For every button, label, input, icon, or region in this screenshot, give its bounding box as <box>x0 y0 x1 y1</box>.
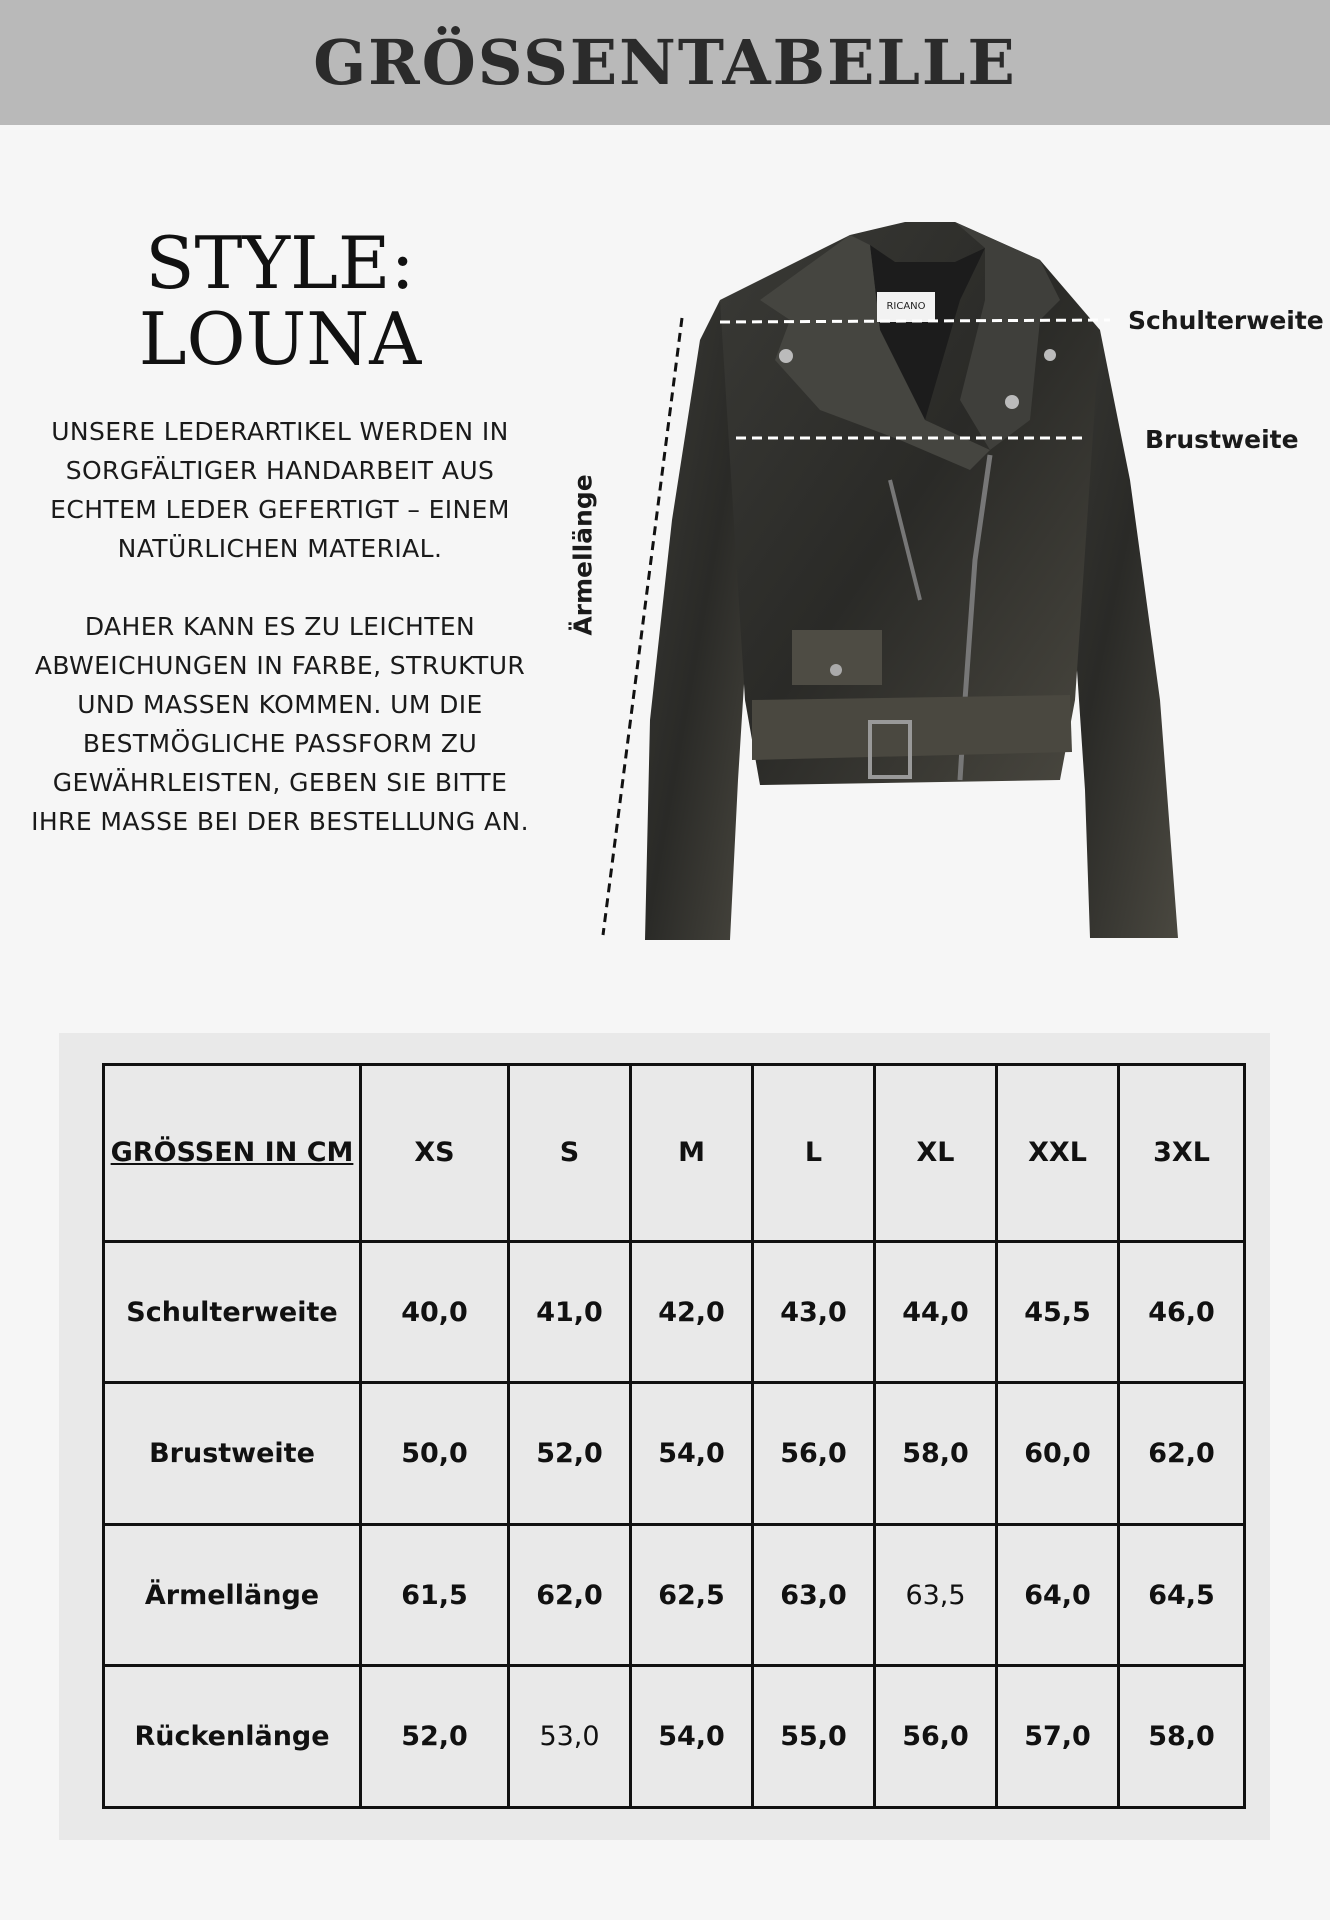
table-cell: 62,0 <box>1119 1383 1245 1525</box>
table-cell: 46,0 <box>1119 1241 1245 1383</box>
table-cell: 64,5 <box>1119 1524 1245 1666</box>
table-cell: 52,0 <box>361 1666 509 1808</box>
row-label: Ärmellänge <box>104 1524 361 1666</box>
table-cell: 42,0 <box>631 1241 753 1383</box>
brand-tag-text: RICANO <box>886 301 926 312</box>
size-header: XXL <box>997 1065 1119 1242</box>
table-cell: 44,0 <box>875 1241 997 1383</box>
table-header-row <box>104 1065 1245 1242</box>
table-cell: 41,0 <box>509 1241 631 1383</box>
shoulder-label: Schulterweite <box>1128 306 1324 335</box>
table-cell: 43,0 <box>753 1241 875 1383</box>
table-cell: 53,0 <box>509 1666 631 1808</box>
style-label: STYLE: <box>145 221 415 305</box>
page-title: GRÖSSENTABELLE <box>313 26 1017 99</box>
row-label: Brustweite <box>104 1383 361 1525</box>
table-cell: 61,5 <box>361 1524 509 1666</box>
table-cell: 63,5 <box>875 1524 997 1666</box>
table-cell: 55,0 <box>753 1666 875 1808</box>
row-label: Rückenlänge <box>104 1666 361 1808</box>
table-cell: 57,0 <box>997 1666 1119 1808</box>
table-cell: 62,5 <box>631 1524 753 1666</box>
table-cell: 60,0 <box>997 1383 1119 1525</box>
table-cell: 40,0 <box>361 1241 509 1383</box>
table-cell: 54,0 <box>631 1666 753 1808</box>
table-row <box>104 1666 1245 1808</box>
size-table <box>102 1063 1246 1809</box>
table-cell: 50,0 <box>361 1383 509 1525</box>
table-row <box>104 1524 1245 1666</box>
table-row <box>104 1383 1245 1525</box>
chest-label: Brustweite <box>1145 425 1299 454</box>
table-cell: 64,0 <box>997 1524 1119 1666</box>
table-corner-header: GRÖSSEN IN CM <box>104 1065 361 1242</box>
size-header: S <box>509 1065 631 1242</box>
table-cell: 58,0 <box>1119 1666 1245 1808</box>
size-header: L <box>753 1065 875 1242</box>
intro-paragraph-2: DAHER KANN ES ZU LEICHTEN ABWEICHUNGEN IN FARBE, STRUKTUR UND MASSEN KOMMEN. UM DIE BESTMÖGLICHE PASSFORM ZU GEWÄHRLEISTEN, GEBEN SIE BITTE IHRE MASSE BEI DER BESTELLUNG AN. <box>31 612 529 836</box>
table-cell: 56,0 <box>753 1383 875 1525</box>
style-value: LOUNA <box>138 297 422 381</box>
size-header: 3XL <box>1119 1065 1245 1242</box>
table-cell: 56,0 <box>875 1666 997 1808</box>
pocket-flap <box>792 630 882 685</box>
table-cell: 45,5 <box>997 1241 1119 1383</box>
size-header: XS <box>361 1065 509 1242</box>
table-cell: 63,0 <box>753 1524 875 1666</box>
table-row <box>104 1241 1245 1383</box>
table-cell: 54,0 <box>631 1383 753 1525</box>
table-cell: 58,0 <box>875 1383 997 1525</box>
table-cell: 52,0 <box>509 1383 631 1525</box>
row-label: Schulterweite <box>104 1241 361 1383</box>
table-cell: 62,0 <box>509 1524 631 1666</box>
intro-paragraph-1: UNSERE LEDERARTIKEL WERDEN IN SORGFÄLTIGER HANDARBEIT AUS ECHTEM LEDER GEFERTIGT – EINEM NATÜRLICHEN MATERIAL. <box>50 417 510 563</box>
size-header: M <box>631 1065 753 1242</box>
sleeve-label: Ärmellänge <box>568 474 598 636</box>
size-header: XL <box>875 1065 997 1242</box>
